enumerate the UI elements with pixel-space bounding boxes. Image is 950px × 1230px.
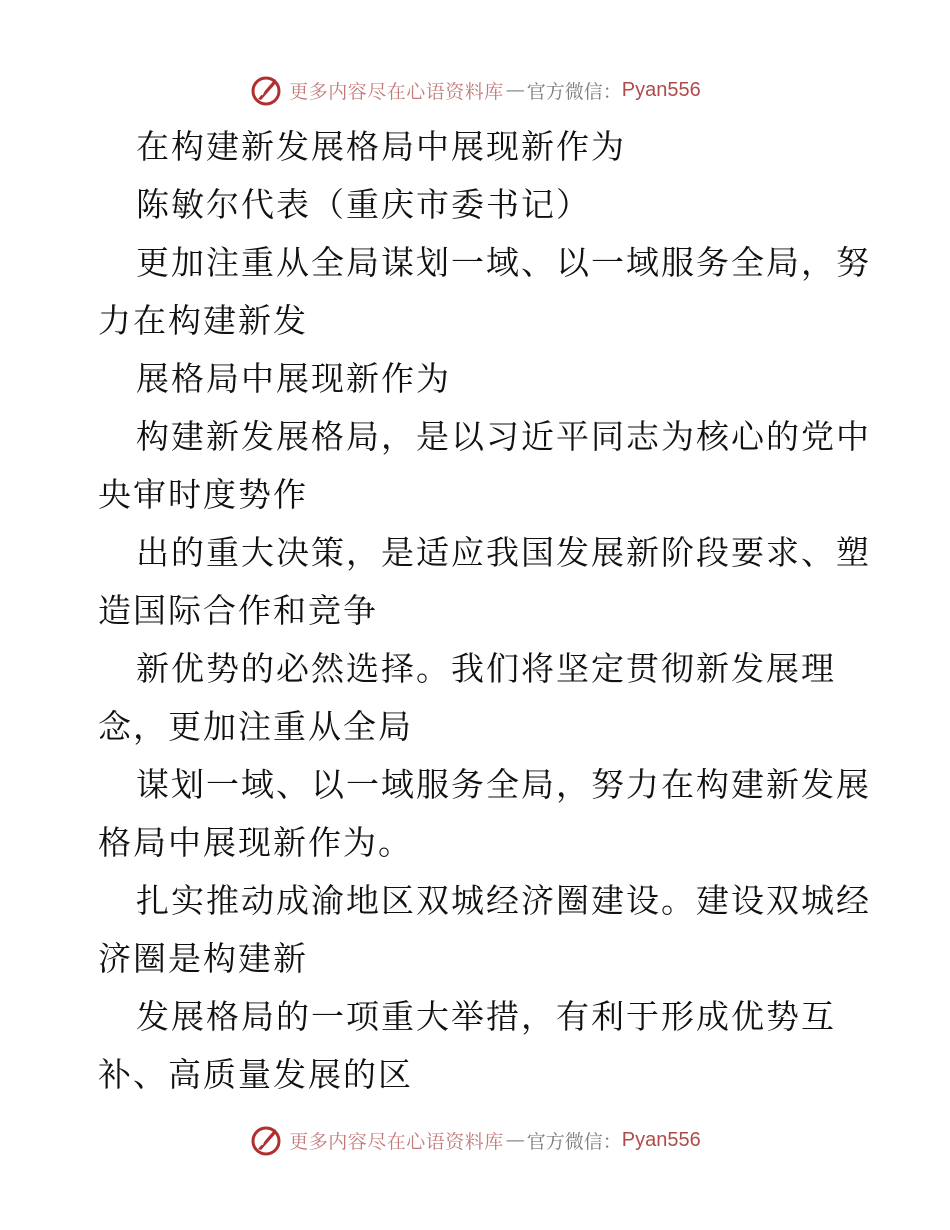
paragraph-line: 展格局中展现新作为: [136, 359, 451, 398]
paragraph-line: 更加注重从全局谋划一域、以一域服务全局，努: [136, 243, 871, 282]
banner-separator: —: [505, 79, 525, 101]
wechat-label: 官方微信：: [526, 1130, 622, 1153]
promo-text: 更多内容尽在心语资料库: [289, 1130, 504, 1153]
paragraph-line: 谋划一域、以一域服务全局，努力在构建新发展: [136, 765, 871, 804]
paragraph-line: 济圈是构建新: [98, 939, 308, 978]
paragraph-line: 补、高质量发展的区: [98, 1055, 413, 1094]
paragraph-line: 扎实推动成渝地区双城经济圈建设。建设双城经: [136, 881, 871, 920]
quill-logo-icon: [249, 73, 283, 107]
doc-title: 在构建新发展格局中展现新作为: [136, 127, 626, 166]
paragraph-line: 发展格局的一项重大举措，有利于形成优势互: [136, 997, 836, 1036]
header-banner: [0, 70, 950, 110]
paragraph-line: 造国际合作和竞争: [98, 591, 378, 630]
wechat-id: Pyan556: [621, 78, 701, 101]
doc-author: 陈敏尔代表（重庆市委书记）: [136, 185, 591, 224]
footer-banner: [0, 1120, 950, 1160]
paragraph-line: 力在构建新发: [98, 301, 308, 340]
wechat-label: 官方微信：: [526, 80, 622, 103]
quill-logo-icon: [249, 1123, 283, 1157]
wechat-id: Pyan556: [621, 1128, 701, 1151]
paragraph-line: 出的重大决策，是适应我国发展新阶段要求、塑: [136, 533, 871, 572]
banner-separator: —: [505, 1129, 525, 1151]
document-body: [98, 118, 871, 1104]
paragraph-line: 念，更加注重从全局: [98, 707, 413, 746]
paragraph-line: 央审时度势作: [98, 475, 308, 514]
paragraph-line: 新优势的必然选择。我们将坚定贯彻新发展理: [136, 649, 836, 688]
paragraph-line: 格局中展现新作为。: [98, 823, 413, 862]
promo-text: 更多内容尽在心语资料库: [289, 80, 504, 103]
paragraph-line: 构建新发展格局，是以习近平同志为核心的党中: [136, 417, 871, 456]
